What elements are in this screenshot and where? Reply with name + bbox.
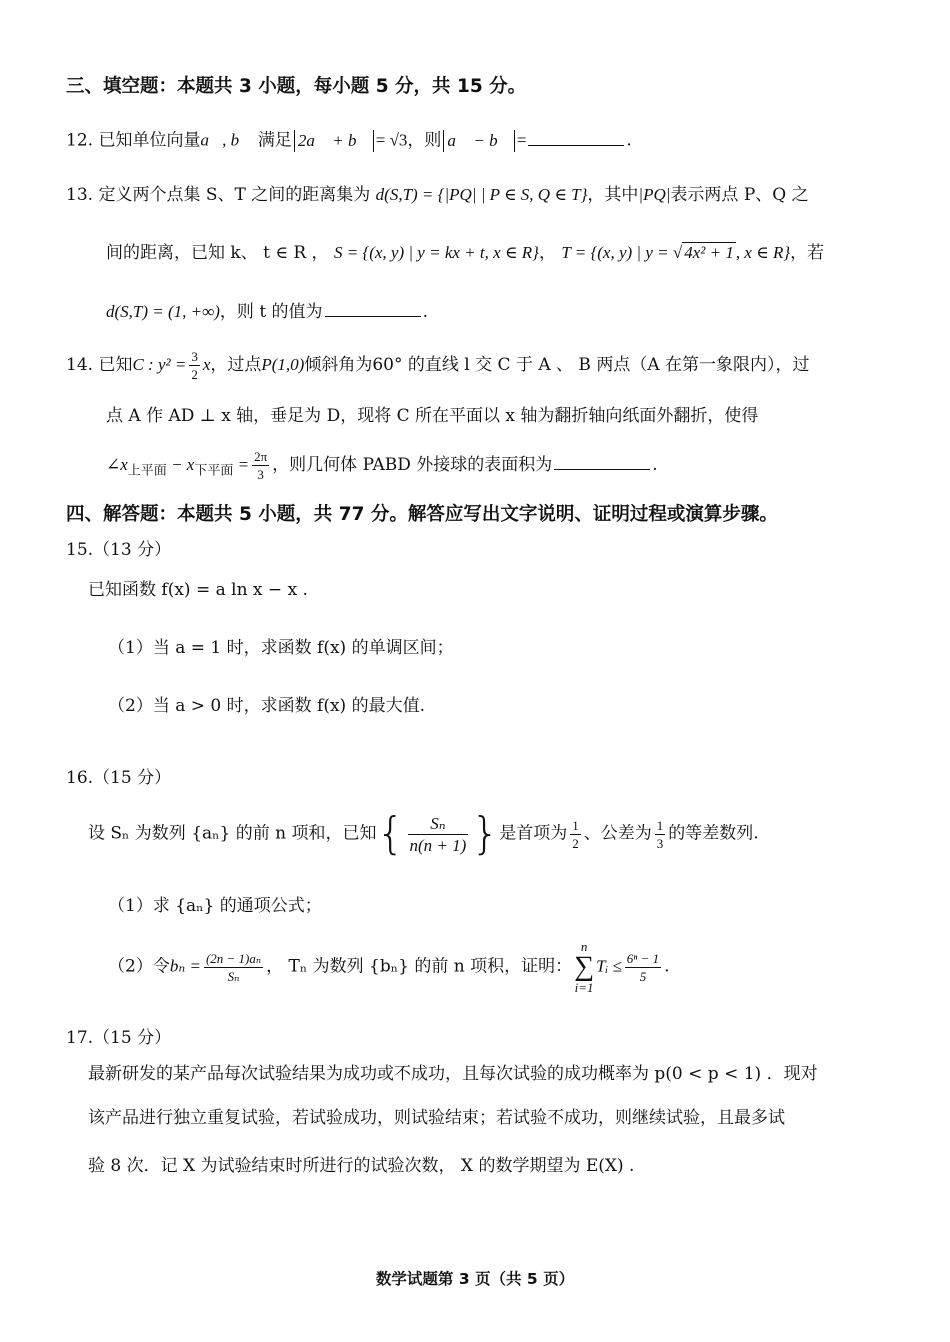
page-footer: 数学试题第 3 页（共 5 页）: [375, 1270, 575, 1288]
question-13-line-3: d(S,T) = (1, +∞)，则 t 的值为 .: [106, 302, 428, 322]
section3-title: 三、填空题：本题共 3 小题，每小题 5 分，共 15 分。: [66, 76, 527, 97]
question-16-part-1: （1）求 {aₙ} 的通项公式；: [108, 896, 322, 916]
question-16-header: 16.（15 分）: [66, 768, 172, 788]
question-14-line-3: $\angle x_{上平面} - x_{下平面}$ = $\frac{2\pi}{3}$ ，则几何体 PABD 外接球的表面积为 .: [106, 449, 658, 482]
answer-blank-14[interactable]: [554, 455, 650, 470]
question-13-line-2: 间的距离，已知 k、 t ∈ R ， S = {(x, y) | y = kx + t, x ∈ R}， T = {(x, y) | y = √ 4x² + 1 , x ∈ R}，若: [106, 243, 825, 263]
question-13-line-1: 13. 定义两个点集 S、T 之间的距离集为 d(S,T) = {|PQ| | P ∈ S, Q ∈ T}，其中|PQ|表示两点 P、Q 之: [66, 185, 809, 205]
question-17-header: 17.（15 分）: [66, 1028, 172, 1048]
question-14-line-1: 14. 已知C : y² = $\frac{3}{2}$ x，过点P(1,0)倾斜角为60° 的直线 l 交 C 于 A 、 B 两点（A 在第一象限内），过: [66, 349, 810, 382]
question-15-part-1: （1）当 a = 1 时，求函数 f(x) 的单调区间；: [108, 638, 454, 658]
answer-blank-13[interactable]: [325, 302, 421, 317]
question-17-line-1: 最新研发的某产品每次试验结果为成功或不成功，且每次试验的成功概率为 p(0 < p < 1) ．现对: [88, 1064, 818, 1084]
question-12: 12. 已知单位向量a⃗, b⃗ 满足 2a⃗ + b⃗ = √3，则 a⃗ − b⃗ = .: [66, 130, 632, 151]
question-16-part-2: （2）令bₙ = $\frac{\text{(2n − 1)aₙ}}{\text{Sₙ}}$ ， Tₙ 为数列 {bₙ} 的前 n 项积，证明： n ∑ i=1 Tᵢ ≤ $\frac{\text{6ⁿ − 1}}{5}$ .: [108, 939, 670, 995]
question-16-stem: 设 Sₙ 为数列 {aₙ} 的前 n 项和，已知{ $\frac{\text{Sₙ}}{n(n + 1)}$ }是首项为 $\frac{1}{2}$ 、公差为 $\frac{1}{3}$ 的等差数列.: [88, 808, 759, 859]
question-15-header: 15.（13 分）: [66, 540, 172, 560]
question-14-line-2: 点 A 作 AD ⊥ x 轴，垂足为 D，现将 C 所在平面以 x 轴为翻折轴向纸面外翻折，使得: [106, 406, 759, 426]
question-17-line-2: 该产品进行独立重复试验，若试验成功，则试验结束；若试验不成功，则继续试验，且最多试: [88, 1108, 785, 1128]
question-15-part-2: （2）当 a > 0 时，求函数 f(x) 的最大值.: [108, 696, 425, 716]
answer-blank-12[interactable]: [528, 131, 624, 146]
question-15-stem: 已知函数 f(x) = a ln x − x .: [88, 580, 308, 600]
question-17-line-3: 验 8 次．记 X 为试验结束时所进行的试验次数， X 的数学期望为 E(X) .: [88, 1156, 635, 1176]
section4-title: 四、解答题：本题共 5 小题，共 77 分。解答应写出文字说明、证明过程或演算步骤。: [66, 504, 778, 525]
